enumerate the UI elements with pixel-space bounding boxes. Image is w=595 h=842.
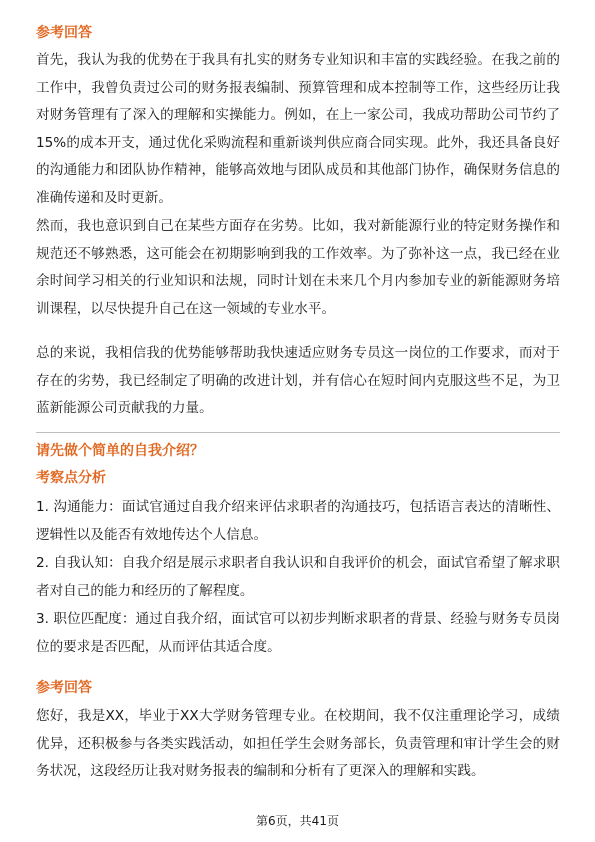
- reference-answer-heading: 参考回答: [36, 25, 92, 41]
- analysis-block: [36, 467, 560, 489]
- analysis-point-text: 3. 职位匹配度：通过自我介绍，面试官可以初步判断求职者的背景、经验与财务专员岗位的要求是否匹配，从而评估其适合度。: [36, 611, 560, 655]
- page-number: 第6页，共41页: [256, 814, 339, 828]
- question-heading: 请先做个简单的自我介绍？: [36, 443, 204, 459]
- self-intro-answer: [36, 703, 560, 786]
- answer-paragraph-2: [36, 213, 560, 323]
- self-intro-answer-text: 您好，我是XX，毕业于XX大学财务管理专业。在校期间，我不仅注重理论学习，成绩优异，还积极参与各类实践活动，如担任学生会财务部长，负责管理和审计学生会的财务状况，这段经历让我对财务报表的编制和分析有了更深入的理解和实践。: [36, 708, 560, 779]
- question-block: [36, 440, 560, 462]
- analysis-point-2: [36, 550, 560, 605]
- analysis-point-1: [36, 494, 560, 549]
- answer-paragraph-text: 总的来说，我相信我的优势能够帮助我快速适应财务专员这一岗位的工作要求，而对于存在的劣势，我已经制定了明确的改进计划，并有信心在短时间内克服这些不足，为卫蓝新能源公司贡献我的力量。: [36, 345, 560, 416]
- answer-paragraph-3: [36, 340, 560, 423]
- reference-answer-section: [36, 22, 560, 44]
- analysis-point-text: 1. 沟通能力：面试官通过自我介绍来评估求职者的沟通技巧，包括语言表达的清晰性、逻辑性以及能否有效地传达个人信息。: [36, 499, 560, 543]
- answer-paragraph-text: 然而，我也意识到自己在某些方面存在劣势。比如，我对新能源行业的特定财务操作和规范还不够熟悉，这可能会在初期影响到我的工作效率。为了弥补这一点，我已经在业余时间学习相关的行业知识和法规，同时计划在未来几个月内参加专业的新能源财务培训课程，以尽快提升自己在这一领域的专业水平。: [36, 218, 560, 317]
- analysis-point-3: [36, 606, 560, 661]
- analysis-point-text: 2. 自我认知：自我介绍是展示求职者自我认识和自我评价的机会，面试官希望了解求职者对自己的能力和经历的了解程度。: [36, 555, 560, 599]
- answer-paragraph-1: [36, 47, 560, 212]
- reference-answer-heading-2: 参考回答: [36, 680, 92, 696]
- analysis-heading: 考察点分析: [36, 470, 106, 486]
- answer-paragraph-text: 首先，我认为我的优势在于我具有扎实的财务专业知识和丰富的实践经验。在我之前的工作中，我曾负责过公司的财务报表编制、预算管理和成本控制等工作，这些经历让我对财务管理有了深入的理解和实操能力。例如，在上一家公司，我成功帮助公司节约了15%的成本开支，通过优化采购流程和重新谈判供应商合同实现。此外，我还具备良好的沟通能力和团队协作精神，能够高效地与团队成员和其他部门协作，确保财务信息的准确传递和及时更新。: [36, 52, 560, 206]
- section-divider: [36, 432, 560, 433]
- reference-answer-block: [36, 677, 560, 699]
